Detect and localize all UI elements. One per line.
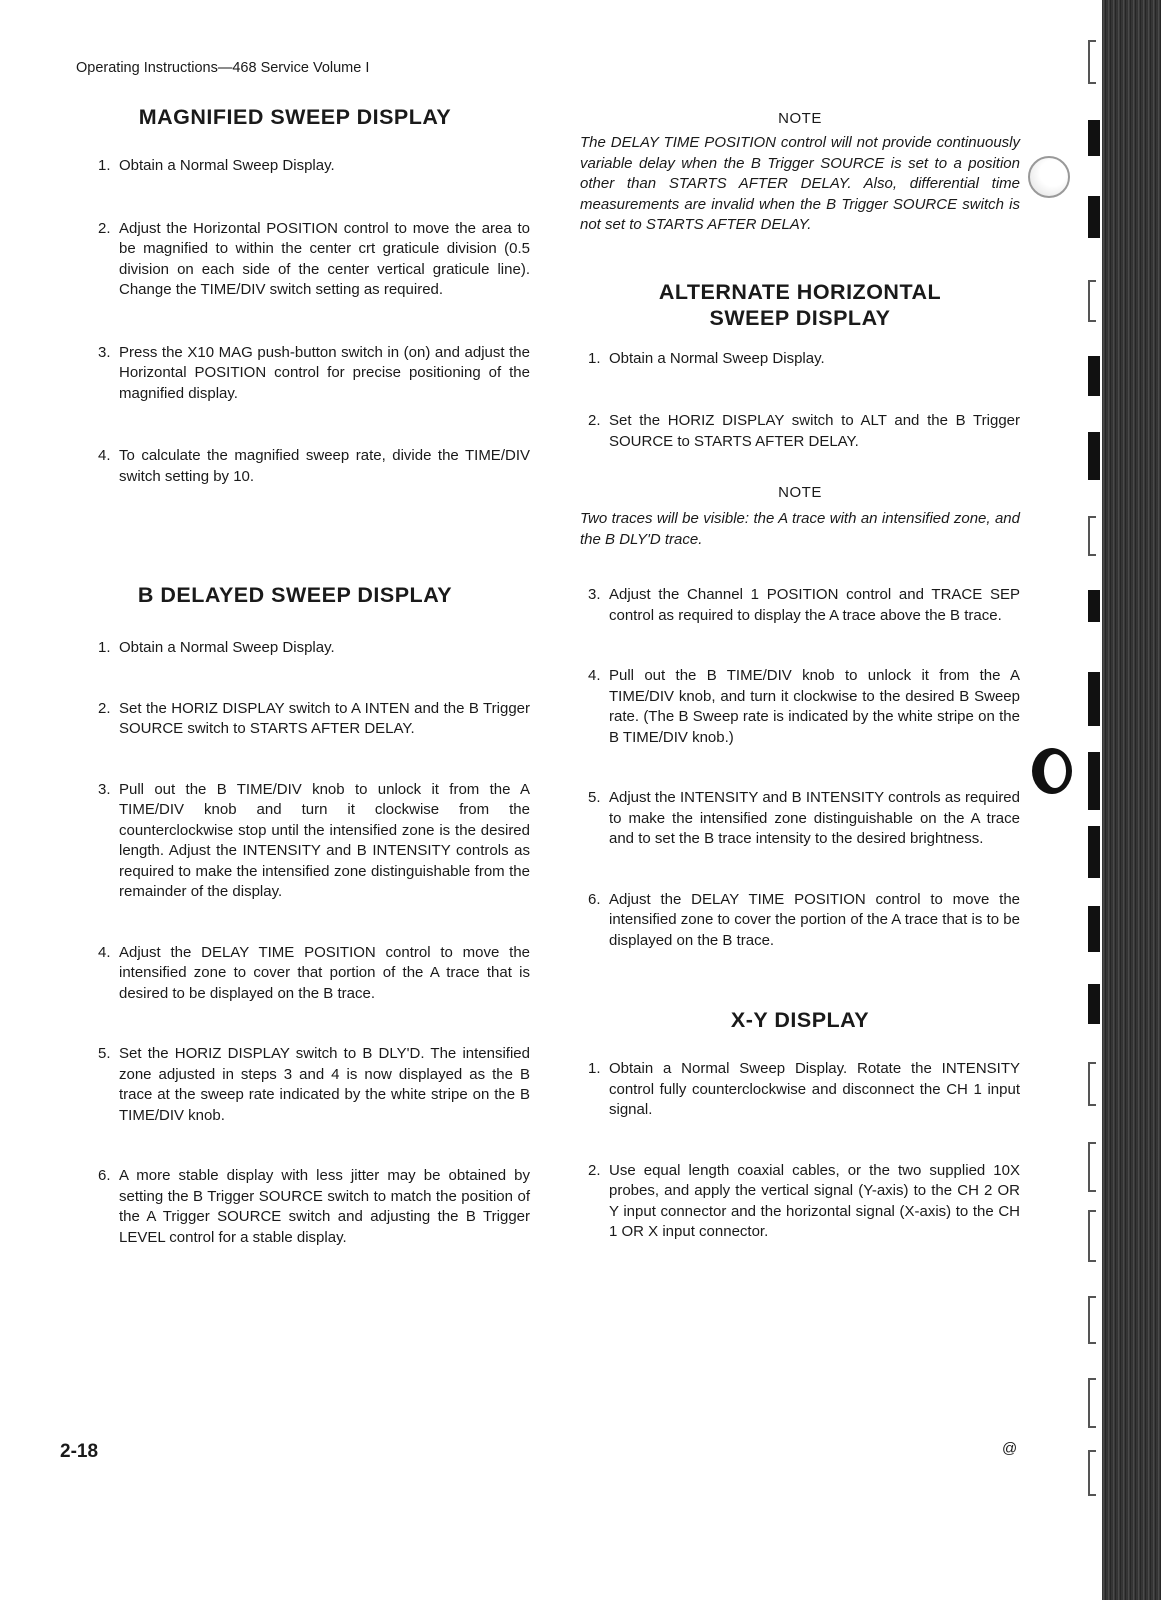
- xy-steps: [580, 1059, 1020, 1243]
- list-item: [580, 349, 1020, 370]
- punch-hole: [1044, 754, 1066, 788]
- step-number: 3.: [98, 343, 111, 361]
- note-text: Two traces will be visible: the A trace with an intensified zone, and the B DLY'D trace.: [580, 510, 1020, 548]
- alternate-heading-line1: ALTERNATE HORIZONTAL: [658, 279, 942, 304]
- binding-bar: [1088, 984, 1100, 1024]
- delayed-steps: [90, 638, 530, 1248]
- step-text: Set the HORIZ DISPLAY switch to B DLY'D. The intensified zone adjusted in steps 3 and 4 is now displayed as the B trace at the sweep rate indicated by the white stripe on the B TIME/DIV knob.: [119, 1045, 530, 1124]
- step-text: Adjust the Horizontal POSITION control to move the area to be magnified to within the center crt graticule division (0.5 division on each side of the center vertical graticule line). Change the TIME/DIV switch setting as required.: [119, 219, 530, 298]
- step-text: Pull out the B TIME/DIV knob to unlock it from the A TIME/DIV knob and turn it clockwise from the counterclockwise stop until the intensified zone is the desired length. Adjust the INTENSITY and B INTENSITY controls as required to make the intensified zone distinguishable from the remainder of the display.: [119, 780, 530, 900]
- binding-bracket: [1088, 1378, 1096, 1428]
- binding-bar: [1088, 826, 1100, 878]
- list-item: [90, 446, 530, 487]
- punch-hole: [1028, 156, 1070, 198]
- binding-bar: [1088, 432, 1100, 480]
- list-item: [90, 1166, 530, 1248]
- alternate-steps-b: [580, 585, 1020, 951]
- step-number: 4.: [588, 667, 601, 684]
- step-number: 3.: [98, 780, 111, 798]
- list-item: [90, 638, 530, 659]
- alternate-sweep-heading: [580, 279, 1020, 331]
- list-item: [580, 411, 1020, 452]
- alternate-steps-a: [580, 349, 1020, 453]
- list-item: [90, 780, 530, 903]
- magnified-sweep-heading: MAGNIFIED SWEEP DISPLAY: [138, 105, 452, 129]
- step-text: Pull out the B TIME/DIV knob to unlock it from the A TIME/DIV knob, and turn it clockwise to the desired B Sweep rate. (The B Sweep rate is indicated by the white stripe on the B TIME/DIV knob.): [609, 667, 1020, 746]
- step-number: 4.: [98, 447, 111, 464]
- step-number: 2.: [98, 219, 111, 237]
- step-text: Obtain a Normal Sweep Display. Rotate the INTENSITY control fully counterclockwise and disconnect the CH 1 input signal.: [609, 1060, 1020, 1118]
- step-number: 2.: [98, 699, 111, 717]
- binding-bar: [1088, 196, 1100, 238]
- binding-bar: [1088, 120, 1100, 156]
- binding-bar: [1088, 590, 1100, 622]
- step-number: 2.: [588, 412, 601, 429]
- step-text: Adjust the Channel 1 POSITION control and TRACE SEP control as required to display the A trace above the B trace.: [609, 586, 1020, 624]
- list-item: [90, 219, 530, 301]
- step-text: Adjust the DELAY TIME POSITION control to move the intensified zone to cover the portion of the A trace that is to be displayed on the B trace.: [609, 890, 1020, 949]
- step-number: 1.: [98, 639, 111, 656]
- list-item: [580, 666, 1020, 748]
- list-item: [580, 585, 1020, 626]
- step-text: Set the HORIZ DISPLAY switch to ALT and the B Trigger SOURCE to STARTS AFTER DELAY.: [609, 412, 1020, 450]
- step-text: Obtain a Normal Sweep Display.: [119, 639, 335, 656]
- binding-bracket: [1088, 1142, 1096, 1192]
- binding-bar: [1088, 672, 1100, 726]
- step-text: To calculate the magnified sweep rate, divide the TIME/DIV switch setting by 10.: [119, 447, 530, 485]
- binding-bracket: [1088, 40, 1096, 84]
- binding-bar: [1088, 356, 1100, 396]
- binding-bracket: [1088, 1296, 1096, 1344]
- step-text: Obtain a Normal Sweep Display.: [119, 157, 335, 174]
- step-text: Press the X10 MAG push-button switch in (on) and adjust the Horizontal POSITION control for precise positioning of the magnified display.: [119, 343, 530, 402]
- step-text: A more stable display with less jitter may be obtained by setting the B Trigger SOURCE switch to match the position of the A Trigger SOURCE switch and adjusting the B Trigger LEVEL control for a stable display.: [119, 1167, 530, 1246]
- step-number: 4.: [98, 943, 111, 961]
- footer-mark: @: [1002, 1440, 1018, 1457]
- magnified-steps: [90, 156, 530, 487]
- left-column: [90, 100, 530, 1248]
- step-number: 5.: [98, 1045, 111, 1062]
- list-item: [90, 156, 530, 177]
- binding-edge: [1102, 0, 1161, 1600]
- list-item: [90, 699, 530, 740]
- alternate-heading-line2: SWEEP DISPLAY: [709, 305, 891, 330]
- step-text: Adjust the INTENSITY and B INTENSITY controls as required to make the intensified zone distinguishable on the A trace and to set the B trace intensity to the desired brightness.: [609, 789, 1020, 847]
- step-text: Adjust the DELAY TIME POSITION control to move the intensified zone to cover that portion of the A trace that is desired to be displayed on the B trace.: [119, 943, 530, 1002]
- list-item: [580, 1161, 1020, 1243]
- step-number: 1.: [98, 157, 111, 174]
- step-number: 5.: [588, 789, 601, 806]
- binding-bracket: [1088, 1450, 1096, 1496]
- note-heading: NOTE: [778, 110, 822, 127]
- list-item: [90, 343, 530, 405]
- binding-bar: [1088, 752, 1100, 810]
- list-item: [580, 1059, 1020, 1121]
- xy-display-heading: X-Y DISPLAY: [730, 1008, 870, 1032]
- note-heading: NOTE: [778, 484, 822, 501]
- binding-bracket: [1088, 516, 1096, 556]
- step-text: Obtain a Normal Sweep Display.: [609, 349, 825, 367]
- binding-bracket: [1088, 1210, 1096, 1262]
- binding-bracket: [1088, 280, 1096, 322]
- list-item: [580, 890, 1020, 952]
- step-text: Set the HORIZ DISPLAY switch to A INTEN and the B Trigger SOURCE switch to STARTS AFTER DELAY.: [119, 699, 530, 737]
- list-item: [580, 788, 1020, 850]
- step-text: Use equal length coaxial cables, or the two supplied 10X probes, and apply the vertical signal (Y-axis) to the CH 2 OR Y input connector and the horizontal signal (X-axis) to the CH 1 OR X input connector.: [609, 1161, 1020, 1240]
- b-delayed-sweep-heading: B DELAYED SWEEP DISPLAY: [137, 583, 453, 607]
- running-head: Operating Instructions—468 Service Volume I: [76, 60, 370, 76]
- step-number: 6.: [98, 1167, 111, 1184]
- step-number: 1.: [588, 1060, 601, 1077]
- step-number: 1.: [588, 349, 601, 367]
- list-item: [90, 943, 530, 1005]
- note-text: The DELAY TIME POSITION control will not provide continuously variable delay when the B Trigger SOURCE is set to a position other than STARTS AFTER DELAY. Also, differential time measurements are invalid when the B Trigger SOURCE switch is not set to STARTS AFTER DELAY.: [580, 134, 1020, 233]
- binding-bracket: [1088, 1062, 1096, 1106]
- step-number: 2.: [588, 1161, 601, 1179]
- page-number: 2-18: [60, 1441, 99, 1462]
- step-number: 6.: [588, 890, 601, 908]
- right-column: [580, 100, 1020, 1243]
- list-item: [90, 1044, 530, 1126]
- step-number: 3.: [588, 586, 601, 603]
- binding-bar: [1088, 906, 1100, 952]
